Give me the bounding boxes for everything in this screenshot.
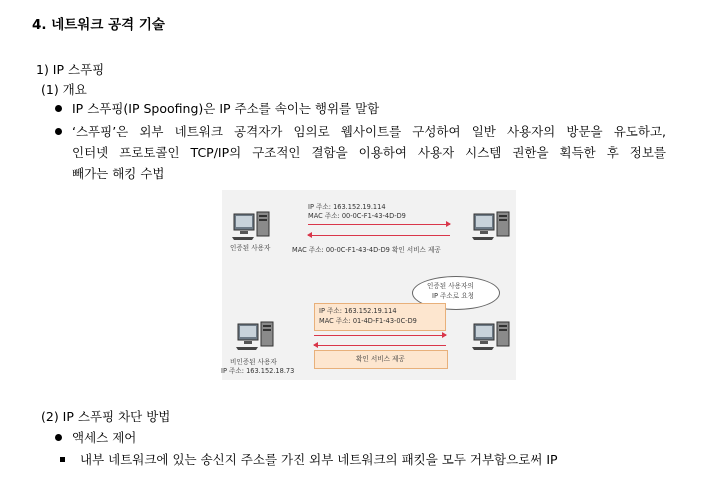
top-message-ip: IP 주소: 163.152.19.114	[308, 203, 386, 211]
service-provided-label: 확인 서비스 제공	[356, 355, 405, 363]
access-control-bullet: 액세스 제어	[72, 430, 137, 445]
authenticated-user-label: 인증된 사용자	[230, 244, 271, 252]
subsection-heading-ip-spoofing: 1) IP 스푸핑	[36, 62, 105, 77]
overview-bullet-2-line-2: 인터넷 프로토콜인 TCP/IP의 구조적인 결함을 이용하여 사용자 시스템 권한을 획득한 후 정보를	[72, 145, 666, 160]
authenticated-user-computer-icon	[232, 210, 276, 242]
top-message-mac: MAC 주소: 00-0C-F1-43-4D-D9	[308, 212, 406, 220]
unauthenticated-user-label: 비인증된 사용자	[230, 358, 277, 366]
bullet-dot-icon	[55, 128, 62, 135]
unauthenticated-user-computer-icon	[236, 320, 280, 352]
section-title: 4. 네트워크 공격 기술	[32, 17, 165, 33]
server-computer-icon	[472, 320, 516, 352]
service-arrow	[314, 345, 446, 346]
spoofed-ip-label: IP 주소: 163.152.19.114	[319, 307, 397, 315]
unauthenticated-user-ip: IP 주소: 163.152.18.73	[221, 367, 295, 375]
overview-bullet-1: IP 스푸핑(IP Spoofing)은 IP 주소를 속이는 행위를 말함	[72, 101, 380, 116]
request-arrow	[308, 224, 450, 225]
response-arrow	[308, 235, 450, 236]
bullet-dot-icon	[55, 105, 62, 112]
ip-spoofing-diagram	[222, 190, 516, 380]
blocking-methods-heading: (2) IP 스푸핑 차단 방법	[41, 409, 171, 424]
bullet-dot-icon	[55, 434, 62, 441]
square-bullet-icon	[60, 457, 65, 462]
overview-bullet-2-line-1: ‘스푸핑’은 외부 네트워크 공격자가 임의로 웹사이트를 구성하여 일반 사용자의 방문을 유도하고,	[72, 124, 666, 139]
access-control-detail: 내부 네트워크에 있는 송신지 주소를 가진 외부 네트워크의 패킷을 모두 거부함으로써 IP	[80, 452, 558, 467]
overview-bullet-2-line-3: 빼가는 해킹 수법	[72, 166, 165, 181]
spoofed-request-arrow	[314, 335, 446, 336]
server-computer-icon	[472, 210, 516, 242]
bubble-line-1: 인증된 사용자의	[427, 282, 474, 290]
overview-heading: (1) 개요	[41, 82, 87, 97]
spoofed-mac-label: MAC 주소: 01-4D-F1-43-0C-D9	[319, 317, 417, 325]
confirm-service-message: MAC 주소: 00-0C-F1-43-4D-D9 확인 서비스 제공	[292, 246, 441, 254]
bubble-line-2: IP 주소로 요청	[432, 292, 474, 300]
